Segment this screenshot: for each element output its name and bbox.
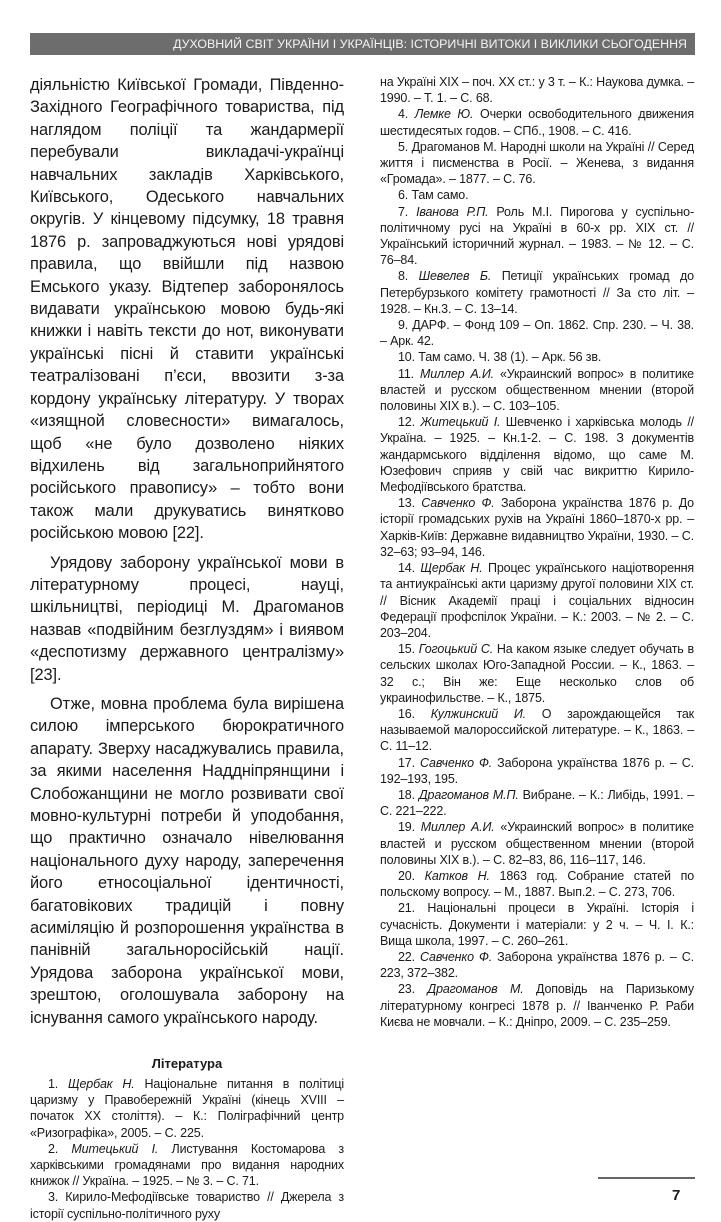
reference-text: Кирило-Мефодіївське товариство // Джерела з історії суспільно-політичного руху — [30, 1190, 344, 1221]
reference-number: 22. — [398, 949, 415, 964]
reference-text: Процес українського націотворення та антиукраїнські акти царизму другої половини XIX ст. // Вісник Академії праці і соціальних відносин Федерації профспілок України. – К.: 2003. – № 2. – С. 203–204. — [380, 561, 694, 640]
reference-text: Заборона українства 1876 р. – С. 223, 372–382. — [380, 949, 694, 981]
reference-number: 16. — [398, 706, 415, 721]
reference-author: Шевелев Б. — [418, 269, 492, 284]
reference-item — [380, 900, 694, 949]
reference-item — [380, 787, 694, 819]
reference-item — [380, 317, 694, 349]
reference-text: Національне питання в політиці царизму у Правобережній Україні (кінець XVIII – початок XX століття). – К.: Поліграфічний центр «Ризографіка», 2005. – С. 225. — [30, 1077, 345, 1140]
reference-item — [380, 187, 694, 203]
reference-number: 19. — [398, 820, 415, 835]
body-paragraph-2: Урядову заборону української мови в літературному процесі, науці, шкільництві, періодиці М. Драгоманов назвав «подвійним безглуздям» і виявом «деспотизму державного централізму» [23]. — [30, 553, 344, 684]
reference-item — [380, 414, 694, 495]
reference-item — [380, 819, 694, 868]
reference-item — [380, 981, 694, 1030]
reference-text: 1863 год. Собрание статей по польскому вопросу. – М., 1887. Вып.2. – С. 273, 706. — [380, 868, 695, 900]
reference-number: 10. — [398, 350, 415, 365]
reference-author: Катков Н. — [424, 868, 490, 883]
left-column — [30, 74, 344, 1222]
references-heading: Література — [151, 1056, 223, 1072]
reference-item — [30, 1141, 344, 1190]
reference-number: 1. — [48, 1077, 59, 1092]
reference-number: 23. — [398, 982, 415, 997]
reference-author: Миллер А.И. — [419, 366, 494, 381]
reference-number: 13. — [398, 496, 415, 511]
reference-text: На каком языке следует обучать в сельских школах Юго-Западной России. – К., 1863. – 32 с.; Він же: Еще несколько слов об украинофильстве. – К., 1875. — [380, 642, 694, 705]
reference-number: 7. — [398, 204, 409, 219]
reference-number: 6. — [398, 188, 409, 203]
reference-item — [380, 349, 694, 365]
reference-item — [380, 495, 694, 560]
reference-number: 18. — [398, 787, 415, 802]
reference-text: Там само. Ч. 38 (1). – Арк. 56 зв. — [418, 350, 602, 365]
reference-item — [380, 204, 694, 269]
reference-author: Савченко Ф. — [420, 755, 493, 770]
reference-item — [380, 706, 694, 755]
reference-number: 4. — [398, 107, 409, 122]
reference-author: Щербак Н. — [67, 1077, 135, 1092]
running-header — [30, 33, 695, 55]
reference-text: Заборона українства 1876 р. – С. 192–193, 195. — [380, 755, 694, 786]
reference-number: 20. — [398, 868, 415, 883]
reference-author: Іванова Р.П. — [416, 204, 489, 219]
reference-number: 3. — [48, 1190, 59, 1205]
reference-number: 11. — [398, 366, 414, 381]
reference-number: 12. — [398, 415, 415, 430]
references-list-right — [380, 106, 694, 1030]
reference-item — [380, 949, 694, 981]
reference-item — [380, 139, 694, 188]
references-list-left — [30, 1076, 344, 1222]
footer-divider — [598, 1177, 695, 1179]
reference-text: Там само. — [411, 188, 469, 203]
reference-text: Заборона українства 1876 р. До історії громадських рухів на Україні 1860–1870-х рр. – Харків-Київ: Державне видавництво України, 1930. – С. 32–63; 93–94, 146. — [380, 496, 694, 559]
reference-number: 17. — [398, 755, 415, 770]
reference-number: 21. — [398, 901, 415, 916]
reference-item — [380, 560, 694, 641]
reference-item — [380, 106, 694, 138]
running-title: ДУХОВНИЙ СВІТ УКРАЇНИ І УКРАЇНЦІВ: ІСТОРИЧНІ ВИТОКИ І ВИКЛИКИ СЬОГОДЕННЯ — [173, 37, 687, 51]
reference-text: «Украинский вопрос» в политике властей и русском общественном мнении (второй половины XIX в.). – С. 103–105. — [380, 366, 694, 414]
reference-author: Гогоцький С. — [418, 642, 494, 657]
reference-text: «Украинский вопрос» в политике властей и русском общественном мнении (второй половины XIX в.). – С. 82–83, 86, 116–117, 146. — [380, 820, 694, 867]
reference-author: Миллер А.И. — [420, 820, 495, 835]
reference-number: 9. — [398, 318, 409, 333]
reference-author: Савченко Ф. — [421, 496, 495, 511]
reference-text: Очерки освободительного движения шестидесятых годов. – СПб., 1908. – С. 416. — [380, 107, 694, 138]
reference-author: Савченко Ф. — [420, 949, 493, 964]
reference-number: 2. — [48, 1141, 59, 1156]
reference-author: Митецький І. — [71, 1141, 159, 1156]
body-paragraph-3: Отже, мовна проблема була вирішена силою імперського бюрократичного апарату. Зверху насаджувались правила, за якими населення Наддніпрянщини і Слобожанщини не могло розвивати свої мовно-культурні потреби й уподобання, що практично означало нівелювання національного духу народу, заперечення його етносоціальної ідентичності, багатовікових традицій і повну асиміляцію й розпорошення українства в панівній загальноросійській нації. Урядова заборона української мови, зрештою, оголошувала заборону на існування самого українського народу. — [30, 694, 344, 1027]
reference-author: Драгоманов М. — [427, 982, 524, 997]
reference-text: Листування Костомарова з харківськими громадянами про видання народних книжок // Україна. – 1925. – № 3. – С. 71. — [30, 1141, 344, 1189]
reference-author: Житецький І. — [420, 415, 501, 430]
reference-continuation: на Україні XIX – поч. XX ст.: у 3 т. – К.: Наукова думка. – 1990. – Т. 1. – С. 68. — [380, 75, 694, 106]
reference-number: 14. — [398, 561, 415, 576]
reference-text: Драгоманов М. Народні школи на Україні // Серед життя і писменства в Росії. – Женева, з видання «Громада». – 1877. – С. 76. — [380, 139, 694, 187]
reference-text: Шевченко і харківська молодь // Україна. – 1925. – Кн.1-2. – С. 198. З документів жандармського відділення відомо, що саме М. Юзефович сприяв у свій час викриттю Кирило- Мефодіївського братства. — [380, 415, 694, 495]
reference-item — [30, 1189, 344, 1221]
reference-number: 5. — [398, 139, 409, 154]
right-column — [380, 74, 694, 1030]
reference-text: Роль М.І. Пирогова у суспільно-політичному русі на Україні в 60-х рр. XIX ст. // Український історичний журнал. – 1983. – № 12. – С. 76–84. — [380, 204, 694, 268]
reference-item — [380, 755, 694, 787]
reference-author: Драгоманов М.П. — [418, 787, 519, 802]
reference-text: Національні процеси в Україні. Історія і сучасність. Документи і матеріали: у 2 ч. – Ч. І. К.: Вища школа, 1997. – С. 260–261. — [380, 901, 694, 948]
reference-text: Вибране. – К.: Либідь, 1991. – С. 221–222. — [380, 787, 695, 819]
reference-text: Доповідь на Паризькому літературному конгресі 1878 р. // Іванченко Р. Раби Києва не мовчали. – К.: Дніпро, 2009. – С. 235–259. — [380, 982, 694, 1029]
body-paragraph-1: діяльністю Київської Громади, Південно-Західного Географічного товариства, під наглядом поліції та жандармерії перебували викладачі-українці навчальних закладів Харківського, Київського, Одеського навчальних округів. У кінцевому підсумку, 18 травня 1876 р. запроваджуються нові урядові правила, що ввійшли під назвою Емського указу. Відтепер заборонялось видавати українською мовою будь-які книжки і навіть тексти до нот, виконувати українські пісні й ставити українські театралізовані п’єси, ввозити з-за кордону українську літературу. У творах «изящной словесности» вимагалось, щоб «не було дозволено ніяких відхилень від загальноприйнятого російського правопису» – тобто вони також мали друкуватись винятково російською мовою [22]. — [30, 76, 344, 543]
page-number: 7 — [672, 1187, 681, 1204]
reference-item — [380, 268, 694, 317]
reference-text: О зарождающейся так называемой малороссийской литературе. – К., 1863. – С. 11–12. — [380, 706, 694, 754]
reference-item — [380, 641, 694, 706]
reference-text: Петиції українських громад до Петербурзького комітету грамотності // За сто літ. – 1928. – Кн.3. – С. 13–14. — [380, 269, 694, 316]
reference-number: 15. — [398, 642, 415, 657]
reference-item — [380, 366, 694, 415]
reference-author: Лемке Ю. — [414, 107, 474, 122]
reference-author: Кулжинский И. — [430, 706, 526, 721]
reference-text: ДАРФ. – Фонд 109 – Оп. 1862. Спр. 230. – Ч. 38. – Арк. 42. — [380, 318, 695, 349]
reference-number: 8. — [398, 269, 409, 284]
reference-item — [30, 1076, 344, 1141]
reference-author: Щербак Н. — [420, 561, 483, 576]
reference-item — [380, 868, 694, 900]
